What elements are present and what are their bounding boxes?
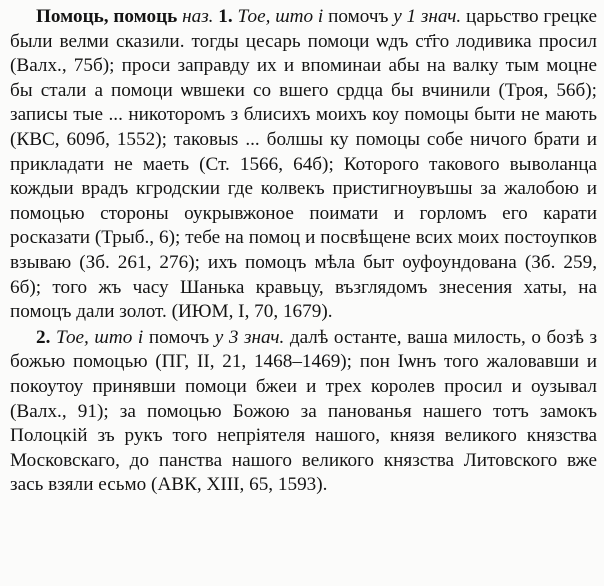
sense-1-definition: Тое, што і bbox=[237, 6, 324, 27]
sense-1-crossref: помочъ bbox=[328, 6, 389, 27]
grammatical-label: наз. bbox=[182, 6, 214, 27]
sense-1-citations: царьство грецке были велми сказили. тогды цесарь помоци ѡдъ ст҃го лодивика просил (Валх., 75б); проси заправду их и впоминаи абы на валку тым моцне бы стали а помоци ѡвшеки со вшего срдца бы вчинили (Троя, 56б); записы тые ... никоторомъ з блисихъ моихъ коу помоцы быти не мають (КВС, 609б, 1552); таковыs ... болшы ку помоцы собе ничого брати и прикладати не маеть (Ст. 1566, 64б); Которого такового выволанца кождыи врадъ кгродскии где колвекъ пристигноувъшы за жалобою и помоцью стороны оукрывжоное поимати и горломъ его карати росказати (Трыб., 6); тебе на помоц и посвѣщене всих моих постоупков взываю (Зб. 261, 276); ихъ помоцъ мѣла быт оуфоундована (Зб. 259, 6б); того жъ часу Шанька кравьцу, възглядомъ знесения хаты, на помоцъ дали золот. (ИЮМ, І, 70, 1679). bbox=[10, 6, 598, 323]
sense-2-definition: Тое, што і bbox=[55, 326, 144, 348]
sense-2-crossref: помочъ bbox=[148, 326, 210, 348]
sense-2-citations: далѣ останте, ваша милость, о бозѣ з божью помоцью (ПГ, ІІ, 21, 1468–1469); пон Iѡнъ того жаловавши и покоутоу принявши помоци бжеи и трех королев просил и оузывал (Валх., 91); за помоцью Божою за панованья нашего тотъ замокъ Полоцкій зъ рукъ того непріятеля нашого, князя великого князства Московскаго, до панства нашого великого князства Литовского вже зась взяли есьмо (АВК, XIII, 65, 1593). bbox=[10, 326, 598, 496]
sense-number-1: 1. bbox=[218, 6, 233, 27]
entry-sense-1 bbox=[10, 5, 597, 325]
sense-number-2: 2. bbox=[36, 326, 51, 348]
sense-1-crossref-sense: у 1 знач. bbox=[393, 6, 462, 27]
sense-2-crossref-sense: у 3 знач. bbox=[214, 326, 285, 348]
entry-sense-2 bbox=[10, 326, 597, 498]
headword: Помоць, помоць bbox=[36, 6, 178, 27]
